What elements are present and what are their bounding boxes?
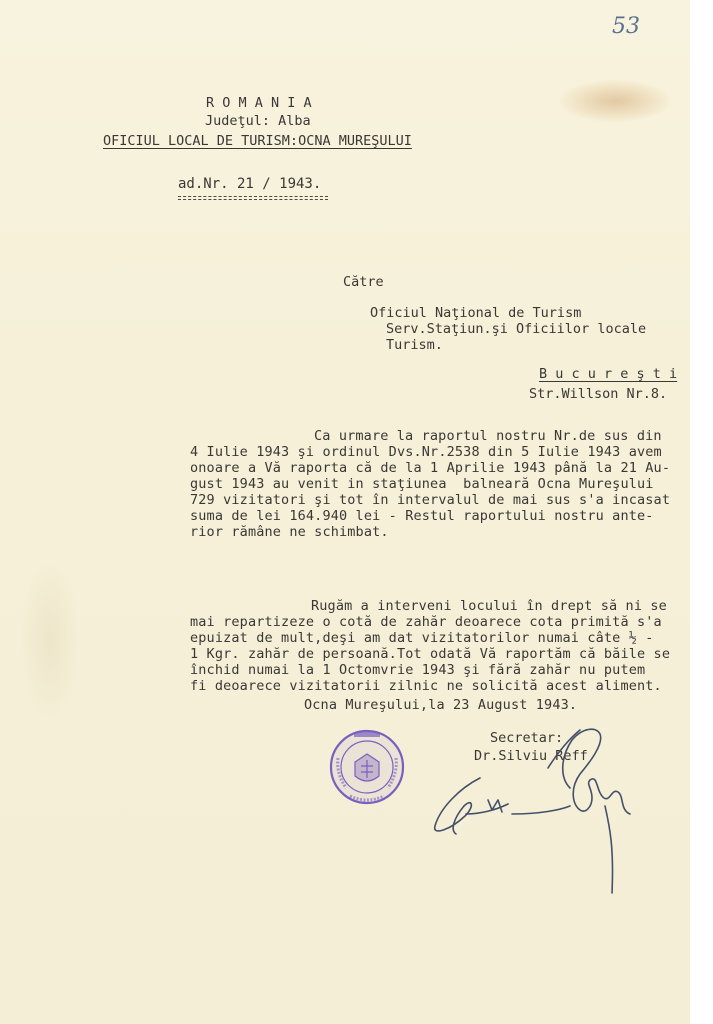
reference-underline [178, 196, 328, 197]
recipient-line: Turism. [386, 337, 443, 353]
paper-stain [560, 80, 670, 122]
recipient-line: Serv.Staţiun.şi Oficiilor locale [386, 321, 647, 337]
body-line: epuizat de mult,deşi am dat vizitatorilor numai câte ½ - [190, 630, 654, 646]
body-line: onoare a Vă raporta că de la 1 Aprilie 1943 până la 21 Au- [190, 460, 671, 476]
body-line: închid numai la 1 Octomvrie 1943 şi fără zahăr nu putem [190, 662, 646, 678]
body-line: 1 Kgr. zahăr de persoană.Tot odată Vă raportăm că băile se [190, 646, 671, 662]
recipient-to: Către [343, 274, 384, 290]
recipient-city: B u c u r e ş t i [539, 366, 678, 382]
body-line: rior rămâne ne schimbat. [190, 524, 389, 540]
reference-number: ad.Nr. 21 / 1943. [178, 176, 322, 192]
body-line: 4 Iulie 1943 şi ordinul Dvs.Nr.2538 din 5 Iulie 1943 avem [190, 444, 662, 460]
paper-stain [20, 560, 80, 720]
body-line: 729 vizitatori şi tot în intervalul de mai sus s'a incasat [190, 492, 671, 508]
signature-title: Secretar: [490, 730, 564, 746]
header-county: Judeţul: Alba [205, 113, 311, 129]
signature-name: Dr.Silviu Reff [474, 748, 588, 764]
scan-border [690, 0, 713, 1024]
body-line: fi deoarece vizitatorii zilnic ne solicită acest aliment. [190, 678, 662, 694]
body-line: gust 1943 au venit in staţiunea balneară Ocna Mureşului [190, 476, 654, 492]
recipient-line: Oficiul Naţional de Turism [370, 305, 582, 321]
body-line: suma de lei 164.940 lei - Restul raportului nostru ante- [190, 508, 654, 524]
handwritten-signature [420, 718, 645, 898]
body-line: Ca urmare la raportul nostru Nr.de sus din [314, 428, 662, 444]
official-stamp [328, 728, 406, 806]
reference-underline [178, 199, 328, 200]
body-line: Rugăm a interveni locului în drept să ni se [311, 598, 667, 614]
place-and-date: Ocna Mureşului,la 23 August 1943. [304, 697, 578, 713]
header-country: R O M A N I A [206, 95, 312, 111]
recipient-street: Str.Willson Nr.8. [529, 386, 668, 402]
body-line: mai repartizeze o cotă de zahăr deoarece cota primită s'a [190, 614, 662, 630]
header-office: OFICIUL LOCAL DE TURISM:OCNA MUREŞULUI [103, 133, 412, 149]
page-number: 53 [612, 14, 640, 39]
